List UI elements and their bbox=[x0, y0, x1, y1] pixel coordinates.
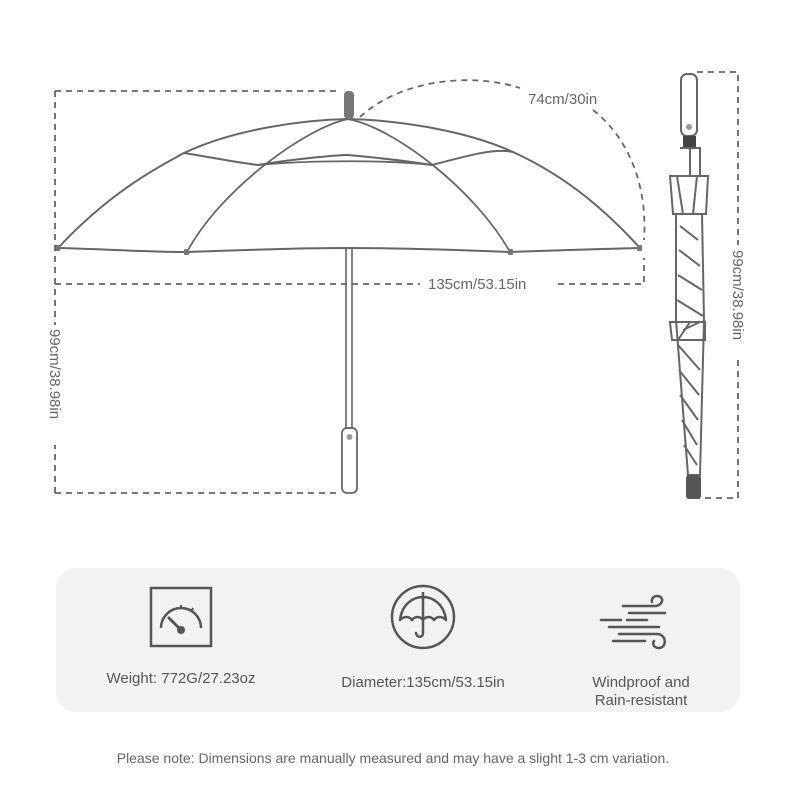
arc-length-label: 74cm/30in bbox=[528, 91, 598, 108]
open-umbrella-canopy bbox=[58, 119, 640, 252]
umbrella-icon bbox=[388, 582, 458, 652]
umbrella-shaft bbox=[346, 248, 352, 428]
wind-icon bbox=[599, 592, 683, 656]
canopy-top-tip bbox=[344, 91, 354, 119]
diameter-dim-line bbox=[55, 258, 644, 284]
open-height-label: 99cm/38.98in bbox=[46, 329, 63, 420]
feature-wind bbox=[556, 592, 726, 710]
diameter-feature-label: Diameter:135cm/53.15in bbox=[341, 674, 505, 691]
diameter-label: 135cm/53.15in bbox=[428, 276, 527, 293]
closed-length-label: 99cm/38.98in bbox=[729, 250, 746, 341]
feature-weight bbox=[96, 586, 266, 688]
weight-label: Weight: 772G/27.23oz bbox=[106, 670, 256, 687]
wind-label-line2: Rain-resistant bbox=[594, 692, 688, 709]
wind-label-line1: Windproof and bbox=[592, 674, 690, 691]
features-panel bbox=[56, 568, 740, 712]
measurement-note: Please note: Dimensions are manually measured and may have a slight 1-3 cm variation. bbox=[116, 750, 670, 766]
scale-gauge-icon bbox=[149, 586, 213, 648]
wind-label bbox=[556, 674, 726, 710]
closed-umbrella bbox=[670, 74, 708, 499]
feature-diameter bbox=[318, 582, 528, 692]
